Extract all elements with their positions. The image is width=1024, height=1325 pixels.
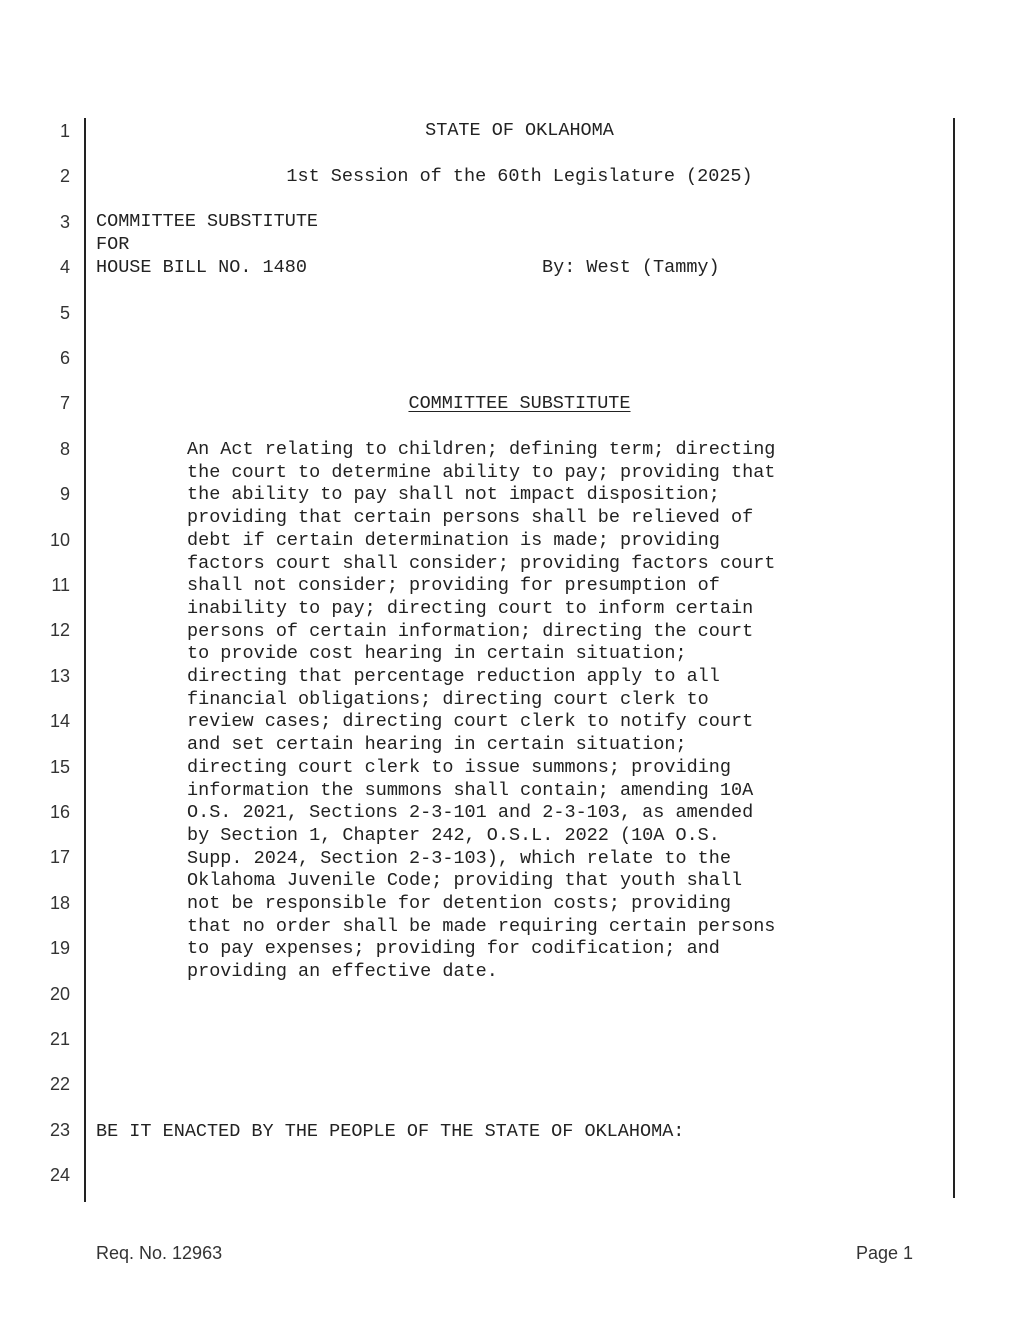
- state-heading: STATE OF OKLAHOMA: [425, 120, 614, 141]
- bill-type-line-1: COMMITTEE SUBSTITUTE: [96, 211, 319, 232]
- line-number: 3: [59, 211, 70, 232]
- act-summary-line: the ability to pay shall not impact disposition;: [187, 484, 720, 506]
- act-summary-line: the court to determine ability to pay; providing that: [187, 461, 776, 483]
- line-number: 24: [49, 1165, 70, 1186]
- act-summary-line: financial obligations; directing court clerk to: [187, 688, 709, 710]
- line-number: 22: [49, 1074, 70, 1095]
- act-summary-line: directing that percentage reduction apply to all: [187, 666, 720, 688]
- line-number: 15: [49, 756, 70, 777]
- act-summary-line: not be responsible for detention costs; providing: [187, 893, 731, 915]
- line-number: 8: [59, 438, 70, 459]
- line-number: 20: [49, 983, 70, 1004]
- bill-type-line-2: FOR: [96, 234, 130, 255]
- line-number: 10: [49, 529, 70, 550]
- line-number: 11: [51, 575, 70, 595]
- line-number: 12: [49, 620, 70, 641]
- line-number: 4: [59, 257, 70, 278]
- line-number: 9: [59, 484, 70, 505]
- bill-author: By: West (Tammy): [542, 257, 720, 278]
- act-summary: [187, 439, 775, 984]
- act-summary-line: and set certain hearing in certain situation;: [187, 734, 687, 756]
- line-number: 21: [49, 1029, 70, 1049]
- line-number: 18: [49, 892, 70, 913]
- request-number: Req. No. 12963: [96, 1243, 223, 1263]
- line-number: 6: [59, 348, 70, 368]
- act-summary-line: factors court shall consider; providing factors court: [187, 552, 776, 574]
- line-number: 13: [49, 665, 70, 686]
- line-number: 14: [49, 711, 70, 732]
- act-summary-line: review cases; directing court clerk to notify court: [187, 711, 754, 733]
- line-number: 23: [49, 1119, 70, 1140]
- act-summary-line: shall not consider; providing for presumption of: [187, 575, 720, 597]
- act-summary-line: Oklahoma Juvenile Code; providing that youth shall: [187, 870, 743, 892]
- act-title: COMMITTEE SUBSTITUTE: [408, 393, 631, 414]
- line-number: 5: [59, 302, 70, 323]
- enacting-clause: BE IT ENACTED BY THE PEOPLE OF THE STATE OF OKLAHOMA:: [96, 1121, 685, 1142]
- line-number: 1: [59, 121, 70, 141]
- act-summary-line: Supp. 2024, Section 2-3-103), which relate to the: [187, 847, 731, 869]
- line-number: 7: [59, 393, 70, 414]
- act-summary-line: information the summons shall contain; amending 10A: [187, 779, 754, 801]
- act-summary-line: to provide cost hearing in certain situation;: [187, 643, 687, 665]
- line-number: 16: [49, 802, 70, 822]
- act-summary-line: providing that certain persons shall be relieved of: [187, 507, 754, 529]
- left-margin-rule: [84, 118, 86, 1202]
- act-summary-line: by Section 1, Chapter 242, O.S.L. 2022 (10A O.S.: [187, 824, 720, 846]
- act-summary-line: that no order shall be made requiring certain persons: [187, 915, 776, 937]
- act-summary-line: persons of certain information; directing the court: [187, 620, 754, 642]
- line-number: 2: [59, 166, 70, 187]
- act-summary-line: directing court clerk to issue summons; providing: [187, 756, 731, 778]
- act-summary-line: O.S. 2021, Sections 2-3-101 and 2-3-103, as amended: [187, 802, 754, 824]
- bill-number: HOUSE BILL NO. 1480: [96, 257, 307, 278]
- session-heading: 1st Session of the 60th Legislature (2025): [286, 166, 753, 187]
- act-summary-line: inability to pay; directing court to inform certain: [187, 597, 754, 619]
- right-margin-rule: [953, 118, 955, 1198]
- act-summary-line: An Act relating to children; defining term; directing: [187, 439, 776, 460]
- page-number: Page 1: [856, 1243, 914, 1263]
- act-summary-line: to pay expenses; providing for codification; and: [187, 938, 720, 960]
- line-number: 19: [49, 938, 70, 959]
- line-number: 17: [49, 847, 70, 868]
- act-summary-line: providing an effective date.: [187, 961, 498, 983]
- act-summary-line: debt if certain determination is made; providing: [187, 529, 720, 551]
